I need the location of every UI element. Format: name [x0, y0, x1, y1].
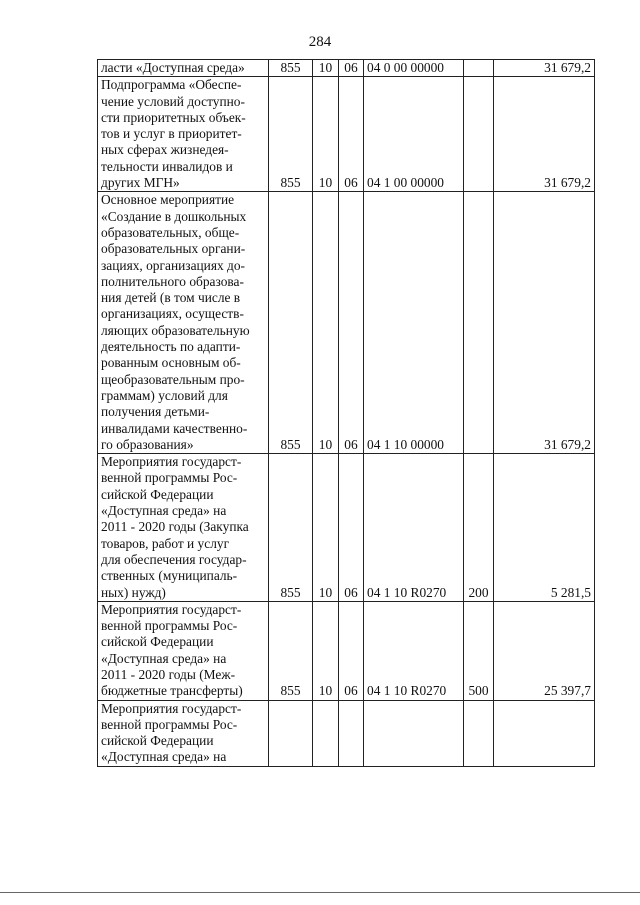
expense-name-line: ния детей (в том числе в [101, 290, 241, 306]
section-code-cell: 10 [313, 192, 339, 454]
target-article-cell: 04 0 00 00000 [364, 60, 464, 77]
amount-cell [494, 700, 595, 766]
expense-name-cell [98, 60, 269, 77]
amount-cell: 5 281,5 [494, 454, 595, 602]
expense-name-line: «Создание в дошкольных [101, 208, 247, 224]
expense-name-line: «Доступная среда» на [101, 650, 227, 666]
admin-code-cell: 855 [269, 77, 313, 192]
expense-name-line: Подпрограмма «Обеспе- [101, 77, 242, 93]
expense-kind-cell [464, 192, 494, 454]
page-number: 284 [308, 34, 332, 50]
expense-name-line: граммам) условий для [101, 387, 228, 403]
expense-name-line: ласти «Доступная среда» [101, 60, 245, 75]
expense-name-line: образовательных, обще- [101, 224, 240, 240]
expense-name-line: сийской Федерации [101, 486, 214, 502]
budget-table [97, 59, 595, 767]
expense-name-line: ных) нужд) [101, 584, 166, 600]
expense-kind-cell: 200 [464, 454, 494, 602]
expense-name-cell [98, 192, 269, 454]
subsection-code-cell: 06 [339, 192, 364, 454]
expense-name-line: бюджетные трансферты) [101, 683, 243, 699]
expense-name-line: «Доступная среда» на [101, 749, 227, 765]
expense-name-line: тов и услуг в приоритет- [101, 126, 242, 142]
expense-name-line: зациях, организациях до- [101, 257, 246, 273]
expense-name-line: сийской Федерации [101, 733, 214, 749]
expense-kind-cell: 500 [464, 601, 494, 700]
expense-name-cell [98, 601, 269, 700]
expense-name-cell [98, 700, 269, 766]
expense-name-line: рованным основным об- [101, 355, 241, 371]
expense-kind-cell [464, 60, 494, 77]
amount-cell: 31 679,2 [494, 192, 595, 454]
expense-name-line: Мероприятия государст- [101, 601, 242, 617]
expense-name-line: других МГН» [101, 175, 180, 191]
expense-name-line: образовательных органи- [101, 241, 246, 257]
expense-name-line: полнительного образова- [101, 273, 244, 289]
subsection-code-cell: 06 [339, 77, 364, 192]
expense-name-line: для обеспечения государ- [101, 551, 247, 567]
target-article-cell: 04 1 10 R0270 [364, 601, 464, 700]
section-code-cell [313, 700, 339, 766]
target-article-cell: 04 1 10 00000 [364, 192, 464, 454]
expense-name-line: 2011 - 2020 годы (Меж- [101, 666, 236, 682]
amount-cell: 31 679,2 [494, 60, 595, 77]
expense-name-line: сти приоритетных объек- [101, 109, 246, 125]
table-row [98, 700, 595, 766]
section-code-cell: 10 [313, 454, 339, 602]
subsection-code-cell [339, 700, 364, 766]
admin-code-cell [269, 700, 313, 766]
admin-code-cell: 855 [269, 192, 313, 454]
table-row [98, 77, 595, 192]
subsection-code-cell: 06 [339, 60, 364, 77]
expense-name-line: товаров, работ и услуг [101, 535, 230, 551]
expense-name-line: ляющих образовательную [101, 322, 250, 338]
page-bottom-rule [0, 892, 640, 893]
amount-cell: 25 397,7 [494, 601, 595, 700]
admin-code-cell: 855 [269, 454, 313, 602]
expense-name-line: венной программы Рос- [101, 470, 238, 486]
target-article-cell [364, 700, 464, 766]
expense-name-cell [98, 77, 269, 192]
expense-name-line: чение условий доступно- [101, 93, 245, 109]
expense-name-line: получения детьми- [101, 404, 210, 420]
expense-name-line: деятельность по адапти- [101, 339, 241, 355]
subsection-code-cell: 06 [339, 601, 364, 700]
amount-cell: 31 679,2 [494, 77, 595, 192]
expense-name-line: го образования» [101, 436, 194, 452]
expense-name-line: организациях, осуществ- [101, 306, 244, 322]
expense-name-line: Основное мероприятие [101, 192, 235, 208]
expense-name-line: «Доступная среда» на [101, 503, 227, 519]
expense-name-line: 2011 - 2020 годы (Закупка [101, 519, 249, 535]
target-article-cell: 04 1 00 00000 [364, 77, 464, 192]
expense-name-line: Мероприятия государст- [101, 454, 242, 470]
expense-name-line: инвалидами качественно- [101, 420, 248, 436]
table-body [98, 60, 595, 767]
expense-name-line: венной программы Рос- [101, 618, 238, 634]
table-row [98, 60, 595, 77]
section-code-cell: 10 [313, 601, 339, 700]
expense-name-line: венной программы Рос- [101, 716, 238, 732]
expense-name-line: щеобразовательным про- [101, 371, 245, 387]
admin-code-cell: 855 [269, 601, 313, 700]
table-row [98, 601, 595, 700]
section-code-cell: 10 [313, 77, 339, 192]
section-code-cell: 10 [313, 60, 339, 77]
expense-name-cell [98, 454, 269, 602]
expense-name-line: сийской Федерации [101, 634, 214, 650]
expense-kind-cell [464, 77, 494, 192]
target-article-cell: 04 1 10 R0270 [364, 454, 464, 602]
expense-name-line: тельности инвалидов и [101, 158, 233, 174]
expense-kind-cell [464, 700, 494, 766]
table-row [98, 192, 595, 454]
table-row [98, 454, 595, 602]
admin-code-cell: 855 [269, 60, 313, 77]
expense-name-line: ственных (муниципаль- [101, 568, 238, 584]
expense-name-line: ных сферах жизнедея- [101, 142, 229, 158]
expense-name-line: Мероприятия государст- [101, 700, 242, 716]
subsection-code-cell: 06 [339, 454, 364, 602]
